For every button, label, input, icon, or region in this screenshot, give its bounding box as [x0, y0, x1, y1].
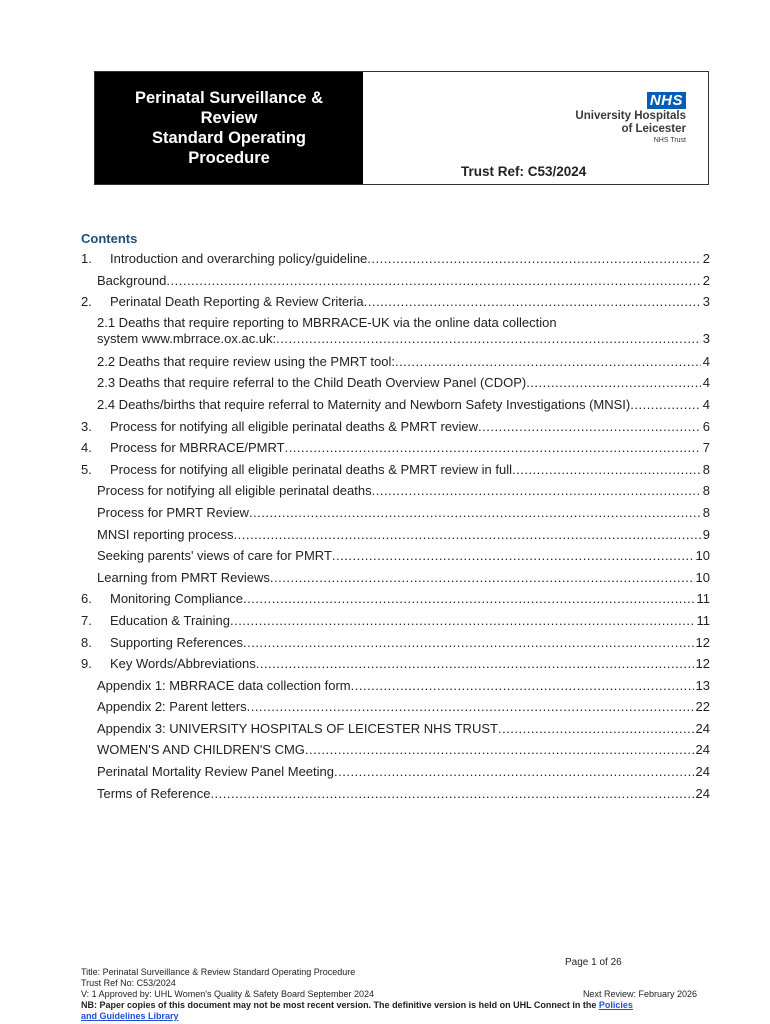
- footer-version: V: 1 Approved by: UHL Women's Quality & Safety Board September 2024: [81, 989, 375, 999]
- toc-entry[interactable]: [81, 416, 710, 438]
- toc-entry-row: [81, 248, 710, 270]
- toc-entry[interactable]: [81, 675, 710, 697]
- toc-entry-text: Seeking parents' views of care for PMRT: [97, 548, 332, 564]
- toc-leader-dots: [234, 524, 701, 546]
- uhl-logo: [575, 92, 686, 145]
- toc-entry-row: [81, 437, 710, 459]
- toc-entry-text: Process for notifying all eligible perinatal deaths & PMRT review in full: [110, 461, 512, 477]
- footer-title: Title: Perinatal Surveillance & Review Standard Operating Procedure: [81, 967, 356, 977]
- nhs-logo: NHS: [647, 92, 686, 109]
- toc-entry-text: Process for notifying all eligible perinatal deaths: [97, 483, 372, 499]
- toc-entry-number: 7.: [81, 612, 92, 628]
- toc-entry-page: 13: [695, 677, 710, 693]
- toc-entry-text: 2.2 Deaths that require review using the PMRT tool:: [97, 353, 395, 369]
- toc-leader-dots: [270, 567, 694, 589]
- logo-org-line1: University Hospitals: [575, 110, 686, 122]
- footer-nb: [81, 1000, 721, 1022]
- toc-leader-dots: [166, 270, 700, 292]
- toc-entry-page: 10: [695, 548, 710, 564]
- toc-entry-number: 8.: [81, 634, 92, 650]
- trust-ref: Trust Ref: C53/2024: [461, 164, 587, 179]
- toc-entry[interactable]: [81, 653, 710, 675]
- toc-entry[interactable]: [81, 783, 710, 805]
- toc-entry-page: 3: [702, 294, 710, 310]
- toc-leader-dots: [372, 480, 701, 502]
- toc-entry-row: [81, 416, 710, 438]
- toc-entry-text: Process for PMRT Review: [97, 504, 249, 520]
- toc-leader-dots: [478, 416, 701, 438]
- toc-entry[interactable]: [81, 270, 710, 292]
- title-line: Perinatal Surveillance &: [134, 89, 323, 107]
- toc-entry[interactable]: [81, 739, 710, 761]
- toc-leader-dots: [243, 632, 694, 654]
- document-title: [95, 72, 363, 184]
- toc-entry-page: 4: [702, 353, 710, 369]
- toc-entry-text: Key Words/Abbreviations: [110, 656, 256, 672]
- toc-entry-page: 12: [695, 656, 710, 672]
- toc-entry-row: [97, 696, 710, 718]
- toc-entry[interactable]: [81, 696, 710, 718]
- toc-entry-text: Perinatal Mortality Review Panel Meeting: [97, 764, 334, 780]
- toc-entry-text: Perinatal Death Reporting & Review Criteria: [110, 294, 364, 310]
- toc-entry-text: Learning from PMRT Reviews: [97, 569, 270, 585]
- toc-entry-number: 6.: [81, 591, 92, 607]
- toc-entry-page: 24: [695, 764, 710, 780]
- toc-entry-page: 8: [702, 461, 710, 477]
- toc-entry[interactable]: [81, 718, 710, 740]
- title-line: Review: [200, 109, 258, 127]
- toc-entry-text: Process for notifying all eligible perinatal deaths & PMRT review: [110, 418, 479, 434]
- toc-entry-text: Supporting References: [110, 634, 243, 650]
- toc-entry-text: 2.4 Deaths/births that require referral to Maternity and Newborn Safety Investigations (MNSI): [97, 396, 631, 412]
- toc-entry-page: 4: [702, 396, 710, 412]
- toc-leader-dots: [305, 739, 694, 761]
- toc-entry-row: [81, 653, 710, 675]
- toc-entry[interactable]: [81, 610, 710, 632]
- toc-entry-page: 9: [702, 526, 710, 542]
- toc-entry[interactable]: [81, 394, 710, 416]
- toc-entry[interactable]: [81, 351, 710, 373]
- toc-entry-row: [81, 291, 710, 313]
- toc-entry-row: [97, 567, 710, 589]
- page-number: Page 1 of 26: [565, 957, 622, 968]
- toc-entry-number: 4.: [81, 440, 92, 456]
- toc-entry[interactable]: [81, 313, 710, 351]
- toc-entry-row: [97, 331, 710, 347]
- toc-entry[interactable]: [81, 459, 710, 481]
- toc-entry-number: 9.: [81, 656, 92, 672]
- toc-entry-page: 6: [702, 418, 710, 434]
- toc-entry-page: 22: [695, 699, 710, 715]
- contents-heading: Contents: [81, 231, 138, 246]
- toc-leader-dots: [276, 331, 701, 347]
- toc-leader-dots: [285, 437, 701, 459]
- toc-entry-text: 2.3 Deaths that require referral to the Child Death Overview Panel (CDOP): [97, 375, 527, 391]
- toc-entry[interactable]: [81, 632, 710, 654]
- toc-entry-row: [97, 739, 710, 761]
- toc-entry-text: Terms of Reference: [97, 785, 211, 801]
- toc-entry-number: 1.: [81, 251, 92, 266]
- toc-entry[interactable]: [81, 480, 710, 502]
- toc-leader-dots: [332, 545, 694, 567]
- toc-entry-page: 11: [696, 612, 710, 628]
- toc-entry[interactable]: [81, 502, 710, 524]
- toc-entry-row: [97, 783, 710, 805]
- toc-entry[interactable]: [81, 588, 710, 610]
- toc-entry-row: [81, 459, 710, 481]
- toc-entry[interactable]: [81, 524, 710, 546]
- toc-entry-number: 3.: [81, 418, 92, 434]
- toc-entry-page: 24: [695, 720, 710, 736]
- toc-entry-row: [97, 270, 710, 292]
- toc-entry-row: [81, 588, 710, 610]
- policies-link[interactable]: Policies: [598, 1000, 633, 1010]
- toc-entry-row: [81, 610, 710, 632]
- toc-entry[interactable]: [81, 248, 710, 270]
- toc-leader-dots: [526, 372, 701, 394]
- toc-entry-row: [97, 545, 710, 567]
- footer-trust-ref: Trust Ref No: C53/2024: [81, 978, 176, 988]
- toc-entry-page: 7: [702, 440, 710, 456]
- toc-leader-dots: [243, 588, 695, 610]
- logo-org-line2: of Leicester: [621, 123, 686, 135]
- toc-entry-row: [97, 718, 710, 740]
- toc-leader-dots: [351, 675, 694, 697]
- toc-entry-row: [81, 632, 710, 654]
- toc-entry-page: 24: [695, 742, 710, 758]
- toc-entry-page: 8: [702, 504, 710, 520]
- footer-nb-text: NB: Paper copies of this document may not be most recent version. The definitive version is held on UHL Connect in the: [81, 1000, 599, 1010]
- toc-entry-row: [97, 502, 710, 524]
- toc-entry-page: 12: [695, 634, 710, 650]
- toc-entry-row: [97, 394, 710, 416]
- toc-entry-page: 8: [702, 483, 710, 499]
- title-line: Standard Operating: [151, 129, 307, 147]
- toc-entry[interactable]: [81, 372, 710, 394]
- toc-entry-row: [97, 480, 710, 502]
- toc-entry-text: WOMEN'S AND CHILDREN'S CMG: [97, 742, 305, 758]
- toc-entry-text: MNSI reporting process: [97, 526, 234, 542]
- toc-entry-text: system www.mbrrace.ox.ac.uk:: [97, 330, 277, 346]
- toc-entry[interactable]: [81, 545, 710, 567]
- toc-leader-dots: [247, 696, 694, 718]
- toc-entry-page: 11: [696, 591, 710, 607]
- toc-entry-page: 24: [695, 785, 710, 801]
- toc-entry-text: Monitoring Compliance: [110, 591, 243, 607]
- toc-entry-text: Education & Training: [110, 612, 230, 628]
- toc-entry-page: 10: [695, 569, 710, 585]
- footer-next-review: Next Review: February 2026: [582, 989, 697, 999]
- toc-leader-dots: [249, 502, 701, 524]
- toc-leader-dots: [630, 394, 701, 416]
- header-logo-area: [363, 72, 708, 184]
- toc-entry[interactable]: [81, 437, 710, 459]
- toc-entry-text: Introduction and overarching policy/guideline: [110, 251, 368, 266]
- toc-entry[interactable]: [81, 761, 710, 783]
- toc-leader-dots: [512, 459, 701, 481]
- toc-entry-row: [97, 761, 710, 783]
- toc-entry[interactable]: [81, 567, 710, 589]
- toc-entry-text: Appendix 1: MBRRACE data collection form: [97, 677, 351, 693]
- toc-entry-page: 2: [702, 272, 710, 288]
- toc-leader-dots: [210, 783, 693, 805]
- toc-entry-text-line1: 2.1 Deaths that require reporting to MBRRACE-UK via the online data collection: [97, 314, 557, 330]
- toc-entry-page: 2: [702, 251, 710, 266]
- toc-entry-row: [97, 675, 710, 697]
- toc-leader-dots: [364, 291, 701, 313]
- toc-leader-dots: [367, 248, 700, 270]
- toc-leader-dots: [395, 351, 701, 373]
- toc-leader-dots: [334, 761, 694, 783]
- toc-entry-page: 3: [702, 330, 710, 346]
- toc-entry-row: [97, 372, 710, 394]
- logo-trust: NHS Trust: [653, 137, 686, 144]
- toc-entry-number: 5.: [81, 461, 92, 477]
- document-footer: [81, 967, 721, 1022]
- title-line: Procedure: [188, 149, 270, 167]
- toc-leader-dots: [230, 610, 695, 632]
- toc-entry-row: [97, 351, 710, 373]
- toc-entry[interactable]: [81, 291, 710, 313]
- toc-leader-dots: [256, 653, 694, 675]
- toc-entry-page: 4: [702, 375, 710, 391]
- document-header: [94, 71, 709, 185]
- guidelines-library-link[interactable]: and Guidelines Library: [81, 1011, 179, 1021]
- toc-entry-number: 2.: [81, 294, 92, 310]
- toc-entry-text: Appendix 3: UNIVERSITY HOSPITALS OF LEICESTER NHS TRUST: [97, 720, 498, 736]
- toc-entry-text: Appendix 2: Parent letters: [97, 699, 247, 715]
- toc-leader-dots: [498, 718, 694, 740]
- toc-entry-text: Background: [97, 272, 167, 288]
- toc-entry-row: [97, 524, 710, 546]
- table-of-contents: [81, 248, 710, 804]
- toc-entry-text: Process for MBRRACE/PMRT: [110, 440, 285, 456]
